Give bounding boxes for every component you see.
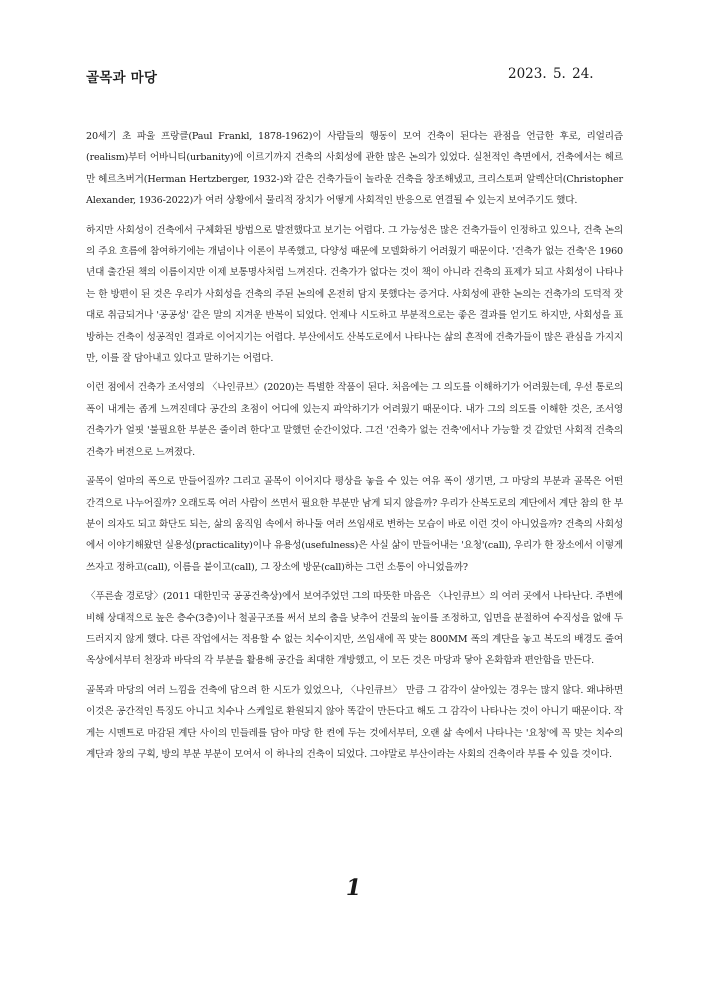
document-body [86,126,623,773]
body-paragraph: 골목이 얼마의 폭으로 만들어질까? 그리고 골목이 이어지다 평상을 놓을 수 있는 여유 폭이 생기면, 그 마당의 부분과 골목은 어떤 간격으로 나누어질까? 오래도록 여러 사람이 쓰면서 필요한 부분만 남게 되지 않을까? 우리가 산복도로의 계단에서 계단 참의 한 부분이 의자도 되고 화단도 되는, 삶의 움직임 속에서 하나둘 여러 쓰임새로 변하는 모습이 바로 이런 것이 아니었을까? 건축의 사회성에서 이야기해왔던 실용성(practicality)이나 유용성(usefulness)은 사실 삶이 만들어내는 '요청'(call), 우리가 한 장소에서 이렇게 쓰자고 정하고(call), 이름을 붙이고(call), 그 장소에 방문(call)하는 그런 소통이 아니었을까? [86,476,623,573]
body-paragraph: 〈푸른솔 경로당〉(2011 대한민국 공공건축상)에서 보여주었던 그의 따뜻한 마음은 〈나인큐브〉의 여러 곳에서 나타난다. 주변에 비해 상대적으로 높은 층수(3층)이나 철골구조를 써서 보의 춤을 낮추어 건물의 높이를 조정하고, 입면을 분절하여 수직성을 없애 두드러지지 않게 했다. 다른 작업에서는 적용할 수 없는 치수이지만, 쓰임새에 꼭 맞는 800MM 폭의 계단을 놓고 복도의 배경도 줄여 옥상에서부터 천장과 바닥의 각 부분을 활용해 공간을 최대한 개방했고, 이 모든 것은 마당과 닿아 온화함과 편안함을 만든다. [86,591,623,667]
body-paragraph: 이런 점에서 건축가 조서영의 〈나인큐브〉(2020)는 특별한 작품이 된다. 처음에는 그 의도를 이해하기가 어려웠는데, 우선 통로의 폭이 내게는 좁게 느껴진데다 공간의 초점이 어디에 있는지 파악하기가 어려웠기 때문이다. 내가 그의 의도를 이해한 것은, 조서영 건축가가 얼핏 '불필요한 부분은 줄이려 한다'고 말했던 순간이었다. 그건 '건축가 없는 건축'에서나 가능할 것 같았던 사회적 건축의 건축가 버전으로 느껴졌다. [86,382,623,458]
body-paragraph: 하지만 사회성이 건축에서 구체화된 방법으로 발전했다고 보기는 어렵다. 그 가능성은 많은 건축가들이 인정하고 있으나, 건축 논의의 주요 흐름에 참여하기에는 개념이나 이론이 부족했고, 다양성 때문에 모델화하기 어려웠기 때문이다. '건축가 없는 건축'은 1960년대 출간된 책의 이름이지만 이제 보통명사처럼 느껴진다. 건축가가 없다는 것이 책이 아니라 건축의 표제가 되고 사회성이 나타나는 한 방편이 된 것은 우리가 사회성을 건축의 주된 논의에 온전히 담지 못했다는 증거다. 사회성에 관한 논의는 건축가의 도덕적 잣대로 취급되거나 '공공성' 같은 말의 지겨운 반복이 되었다. 언제나 시도하고 부분적으로는 좋은 결과를 얻기도 하지만, 사회성을 표방하는 건축이 성공적인 결과로 이어지기는 어렵다. 부산에서도 산복도로에서 나타나는 삶의 흔적에 건축가들이 많은 관심을 가지지만, 이를 잘 담아내고 있다고 말하기는 어렵다. [86,224,623,365]
document-date: 2023. 5. 24. [508,66,594,82]
page-number: 1 [345,875,362,901]
body-paragraph: 골목과 마당의 여러 느낌을 건축에 담으려 한 시도가 있었으나, 〈나인큐브〉 만큼 그 감각이 살아있는 경우는 많지 않다. 왜냐하면 이것은 공간적인 특징도 아니고 치수나 스케일로 환원되지 않아 똑같이 만든다고 해도 그 감각이 나타나는 것이 아니기 때문이다. 작게는 시멘트로 마감된 계단 사이의 민들레를 담아 마당 한 켠에 두는 것에서부터, 오랜 삶 속에서 나타나는 '요청'에 꼭 맞는 치수의 계단과 창의 구획, 방의 부분 부분이 모여서 이 하나의 건축이 되었다. 그야말로 부산이라는 사회의 건축이라 부를 수 있을 것이다. [86,684,623,760]
document-title: 골목과 마당 [86,70,158,86]
body-paragraph: 20세기 초 파울 프랑클(Paul Frankl, 1878-1962)이 사람들의 행동이 모여 건축이 된다는 관점을 언급한 후로, 리얼리즘(realism)부터 어바니티(urbanity)에 이르기까지 건축의 사회성에 관한 많은 논의가 있었다. 실천적인 측면에서, 건축에서는 헤르만 헤르츠버거(Herman Hertzberger, 1932-)와 같은 건축가들이 놀라운 건축을 창조해냈고, 크리스토퍼 알렉산더(Christopher Alexander, 1936-2022)가 여러 상황에서 물리적 장치가 어떻게 사회적인 반응으로 연결될 수 있는지 보여주기도 했다. [86,131,623,207]
